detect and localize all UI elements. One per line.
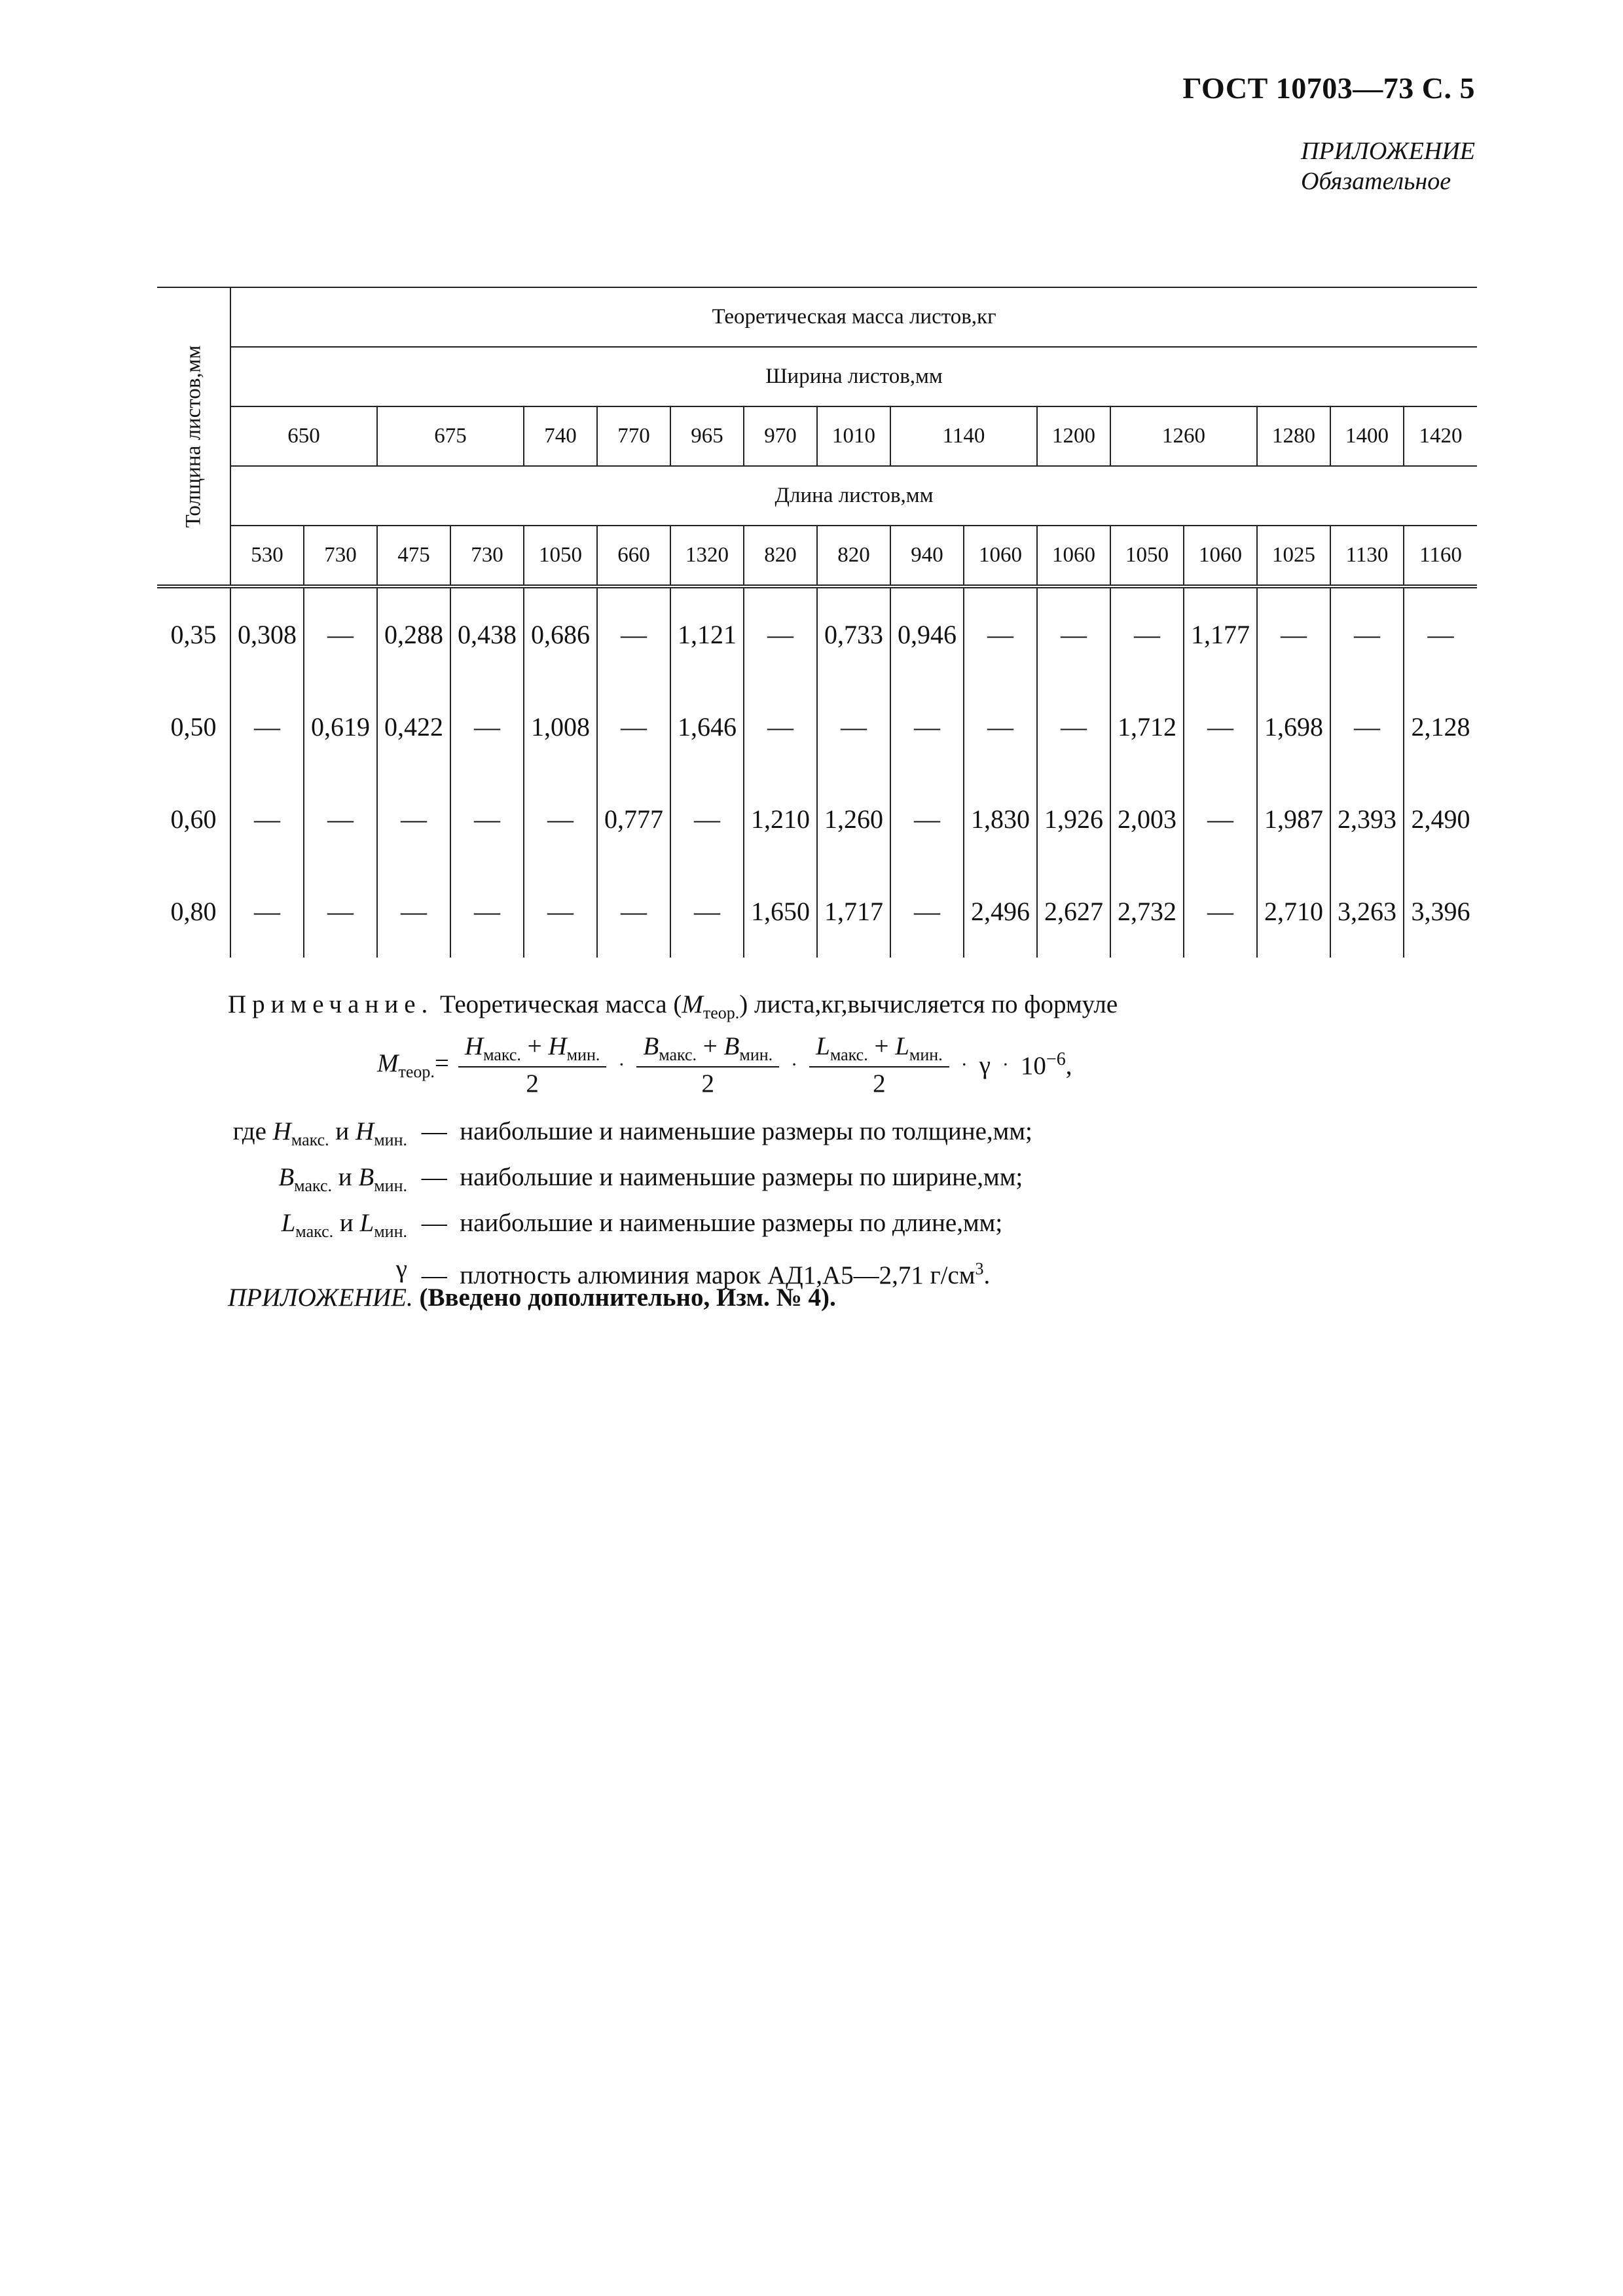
mass-value: 1,008 <box>524 681 597 773</box>
width-value: 965 <box>670 406 744 466</box>
note-label: Примечание. <box>228 990 434 1018</box>
length-value: 940 <box>890 526 964 586</box>
width-value: 1420 <box>1404 406 1477 466</box>
thickness-header <box>157 287 230 586</box>
mass-value: — <box>1110 586 1184 681</box>
mass-value: — <box>744 681 817 773</box>
mass-value: — <box>1404 586 1477 681</box>
length-value: 660 <box>597 526 670 586</box>
mass-value: — <box>450 773 524 865</box>
mass-value: — <box>1037 681 1110 773</box>
amendment-note <box>228 1283 836 1312</box>
length-header: Длина листов,мм <box>230 466 1477 526</box>
appendix-label <box>1301 136 1475 196</box>
width-value: 970 <box>744 406 817 466</box>
mass-value: 1,260 <box>817 773 890 865</box>
mass-value: 0,308 <box>230 586 304 681</box>
mass-value: 3,396 <box>1404 865 1477 958</box>
amendment-bold: (Введено дополнительно, Изм. № 4). <box>412 1283 836 1312</box>
width-value: 1200 <box>1037 406 1110 466</box>
mass-value: 0,946 <box>890 586 964 681</box>
formula-fraction-length: $\frac{L_{макс.} + L_{мин.}}{2}$ <box>809 1031 949 1098</box>
length-value: 730 <box>450 526 524 586</box>
mass-value: 0,686 <box>524 586 597 681</box>
formula-equals: = <box>434 1049 449 1077</box>
length-value: 1050 <box>524 526 597 586</box>
note-text-after: ) листа,кг,вычисляется по формуле <box>739 990 1118 1018</box>
length-value: 1060 <box>964 526 1037 586</box>
mass-value: — <box>450 681 524 773</box>
thickness-value: 0,80 <box>157 865 230 958</box>
mass-value: — <box>1184 681 1257 773</box>
mass-value: 1,177 <box>1184 586 1257 681</box>
length-value: 1025 <box>1257 526 1330 586</box>
table-row <box>157 586 1477 681</box>
mass-value: — <box>670 865 744 958</box>
thickness-value: 0,35 <box>157 586 230 681</box>
mass-value: 1,210 <box>744 773 817 865</box>
table-row <box>157 681 1477 773</box>
note-m-symbol: M <box>682 990 703 1018</box>
mass-value: 3,263 <box>1330 865 1404 958</box>
appendix-status: Обязательное <box>1301 168 1451 195</box>
mass-value: — <box>230 865 304 958</box>
width-value: 1140 <box>890 406 1037 466</box>
mass-value: — <box>1037 586 1110 681</box>
mass-value: — <box>597 865 670 958</box>
mass-value: 0,438 <box>450 586 524 681</box>
mass-value: — <box>964 586 1037 681</box>
thickness-header-label: Толщина листов,мм <box>181 345 205 528</box>
length-value: 475 <box>377 526 450 586</box>
length-value: 820 <box>744 526 817 586</box>
length-value: 1060 <box>1184 526 1257 586</box>
width-value: 1010 <box>817 406 890 466</box>
formula-lhs: M <box>377 1049 399 1077</box>
mass-value: 2,627 <box>1037 865 1110 958</box>
width-value: 740 <box>524 406 597 466</box>
definition-row: $L_{макс.}$ и $L_{мин.}$ — наибольшие и наименьшие размеры по длине,мм; <box>281 1209 1003 1241</box>
formula-fraction-thickness: $\frac{H_{макс.} + H_{мин.}}{2}$ <box>458 1031 606 1098</box>
mass-value: 2,003 <box>1110 773 1184 865</box>
note-text-before: Теоретическая масса ( <box>440 990 682 1018</box>
mass-value: — <box>1257 586 1330 681</box>
mass-value: — <box>670 773 744 865</box>
length-value: 1050 <box>1110 526 1184 586</box>
thickness-value: 0,60 <box>157 773 230 865</box>
definition-row: $B_{макс.}$ и $B_{мин.}$ — наибольшие и наименьшие размеры по ширине,мм; <box>278 1163 1023 1195</box>
length-value: 1320 <box>670 526 744 586</box>
mass-header: Теоретическая масса листов,кг <box>230 287 1477 347</box>
mass-value: — <box>524 865 597 958</box>
mass-value: 1,650 <box>744 865 817 958</box>
length-value: 530 <box>230 526 304 586</box>
mass-value: 1,712 <box>1110 681 1184 773</box>
mass-value: — <box>597 586 670 681</box>
mass-value: — <box>817 681 890 773</box>
width-value: 770 <box>597 406 670 466</box>
mass-value: 2,490 <box>1404 773 1477 865</box>
note-paragraph <box>228 990 1118 1023</box>
mass-value: — <box>524 773 597 865</box>
length-value: 1130 <box>1330 526 1404 586</box>
definitions-list <box>156 1113 1032 1294</box>
formula-fraction-width: $\frac{B_{макс.} + B_{мин.}}{2}$ <box>636 1031 779 1098</box>
definition-row: где $H_{макс.}$ и $H_{мин.}$ — наибольшие и наименьшие размеры по толщине,мм; <box>232 1117 1032 1149</box>
mass-value: 1,926 <box>1037 773 1110 865</box>
width-value: 1260 <box>1110 406 1257 466</box>
mass-value: — <box>1330 681 1404 773</box>
page-title: ГОСТ 10703—73 С. 5 <box>1182 71 1475 105</box>
mass-value: 2,393 <box>1330 773 1404 865</box>
mass-value: 1,121 <box>670 586 744 681</box>
length-value: 1160 <box>1404 526 1477 586</box>
mass-value: — <box>1184 865 1257 958</box>
width-header: Ширина листов,мм <box>230 347 1477 406</box>
gamma-definition: γ — плотность алюминия марок АД1,А5—2,71 $г/см^3$. <box>395 1255 991 1289</box>
mass-value: — <box>1184 773 1257 865</box>
mass-value: 0,422 <box>377 681 450 773</box>
mass-value: — <box>304 773 377 865</box>
mass-table <box>157 287 1477 958</box>
mass-value: — <box>890 681 964 773</box>
mass-value: — <box>230 773 304 865</box>
mass-formula: $M_{теор.}=$ $\frac{H_{макс.} + H_{мин.}}{2}$ · $\frac{B_{макс.} + B_{мин.}}{2}$ · $\frac{L_{макс.} + L_{мин.}}{2}$ · γ · $10^{-6}$, <box>377 1032 1072 1098</box>
mass-value: — <box>597 681 670 773</box>
note-m-sub: теор. <box>702 1003 740 1022</box>
width-value: 1400 <box>1330 406 1404 466</box>
mass-value: 2,496 <box>964 865 1037 958</box>
mass-value: 0,733 <box>817 586 890 681</box>
table-row <box>157 773 1477 865</box>
mass-value: 1,830 <box>964 773 1037 865</box>
appendix-title: ПРИЛОЖЕНИЕ <box>1301 137 1475 165</box>
mass-value: — <box>890 865 964 958</box>
mass-value: 1,987 <box>1257 773 1330 865</box>
mass-value: 2,710 <box>1257 865 1330 958</box>
length-value: 730 <box>304 526 377 586</box>
mass-value: — <box>450 865 524 958</box>
mass-value: — <box>304 865 377 958</box>
formula-power: $10^{-6}$, <box>1020 1049 1072 1080</box>
amendment-italic: ПРИЛОЖЕНИЕ. <box>228 1283 413 1312</box>
width-value: 650 <box>230 406 377 466</box>
mass-value: 2,128 <box>1404 681 1477 773</box>
mass-value: 1,717 <box>817 865 890 958</box>
mass-value: 0,777 <box>597 773 670 865</box>
table-row <box>157 865 1477 958</box>
width-value: 1280 <box>1257 406 1330 466</box>
thickness-value: 0,50 <box>157 681 230 773</box>
formula-gamma: γ <box>979 1050 991 1079</box>
mass-value: 1,698 <box>1257 681 1330 773</box>
mass-value: — <box>377 865 450 958</box>
mass-value: 0,619 <box>304 681 377 773</box>
mass-value: 1,646 <box>670 681 744 773</box>
width-value: 675 <box>377 406 524 466</box>
mass-value: 2,732 <box>1110 865 1184 958</box>
length-value: 820 <box>817 526 890 586</box>
mass-value: — <box>964 681 1037 773</box>
mass-value: — <box>744 586 817 681</box>
mass-value: 0,288 <box>377 586 450 681</box>
mass-value: — <box>377 773 450 865</box>
mass-value: — <box>304 586 377 681</box>
formula-lhs-sub: теор. <box>398 1062 435 1081</box>
length-value: 1060 <box>1037 526 1110 586</box>
mass-value: — <box>1330 586 1404 681</box>
mass-value: — <box>890 773 964 865</box>
mass-value: — <box>230 681 304 773</box>
